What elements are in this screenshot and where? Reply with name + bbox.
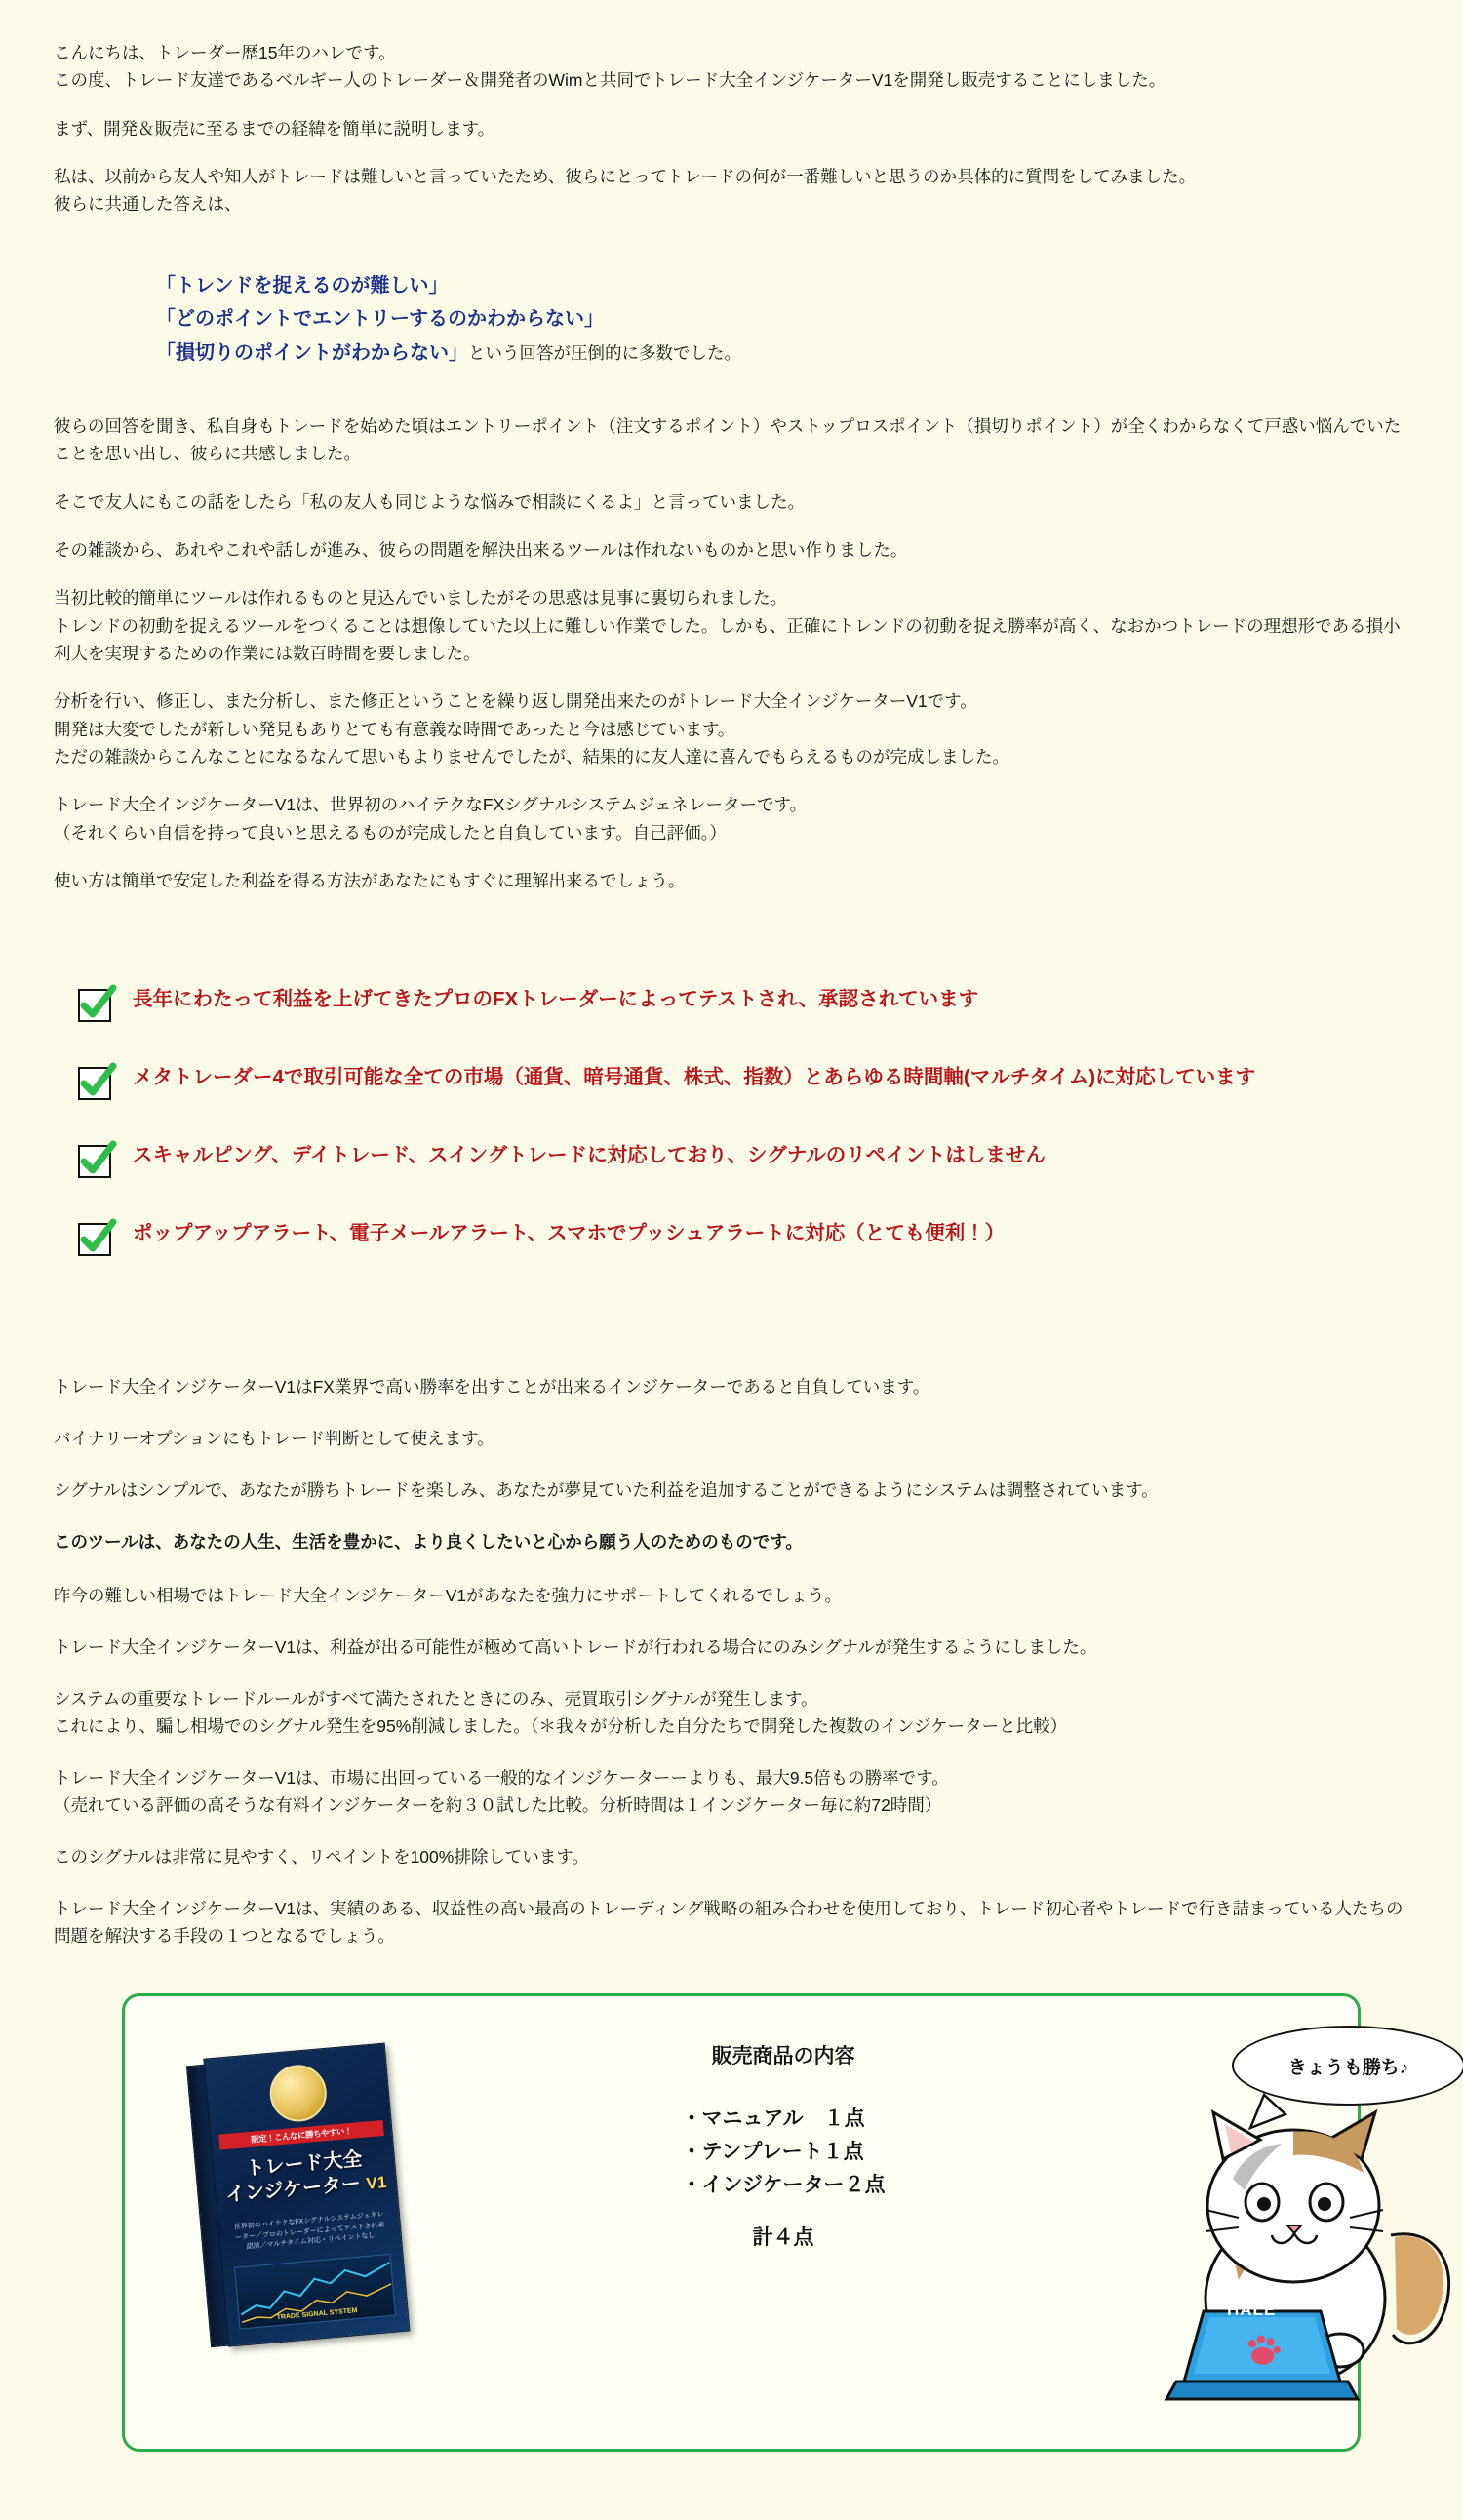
body-highlight: このツールは、あなたの人生、生活を豊かに、より良くしたいと心から願う人のためのものです。 [54, 1532, 803, 1553]
body-paragraph-7: これにより、騙し相場でのシグナル発生を95%削減しました。（＊我々が分析した自分たちで開発した複数のインジケーターと比較） [54, 1716, 1068, 1737]
product-box-chart-graphic [234, 2254, 396, 2330]
product-box-front [203, 2043, 410, 2347]
body-paragraph-5: トレード大全インジケーターV1は、利益が出る可能性が極めて高いトレードが行われる場合にのみシグナルが発生するようにしました。 [54, 1637, 1097, 1658]
story-paragraph-4: 当初比較的簡単にツールは作れるものと見込んでいましたがその思惑は見事に裏切られました。 [54, 588, 788, 609]
product-box-detail: 世界初のハイテクなFXシグナルシステムジェネレーター／プロのトレーダーによってテストされ承認済／マルチタイム対応・リペイントなし [233, 2211, 385, 2252]
laptop-brand-label: HALE [1227, 2301, 1277, 2320]
feature-label: 長年にわたって利益を上げてきたプロのFXトレーダーによってテストされ、承認されています [133, 988, 979, 1011]
story-paragraph-5: トレンドの初動を捉えるツールをつくることは想像していた以上に難しい作業でした。しかも、正確にトレンドの初動を捉え勝率が高く、なおかつトレードの理想形である損小利大を実現するための作業には数百時間を要しました。 [54, 615, 1401, 663]
cat-illustration [1149, 2089, 1463, 2440]
checkmark-icon [78, 1223, 111, 1256]
intro-paragraph-3: まず、開発＆販売に至るまでの経緯を簡単に説明します。 [54, 118, 495, 138]
speech-bubble-text: きょうも勝ち♪ [1287, 2057, 1409, 2078]
quote-line-3 [156, 336, 1409, 370]
quote-tail: という回答が圧倒的に多数でした。 [468, 342, 741, 363]
body-paragraph-10: このシグナルは非常に見やすく、リペイントを100%排除しています。 [54, 1847, 589, 1868]
customer-quotes [54, 269, 1409, 370]
story-paragraph-10: （それくらい自信を持って良いと思えるものが完成したと自負しています。自己評価。） [54, 822, 727, 843]
intro-section [54, 39, 1409, 218]
body-section [54, 1373, 1409, 1949]
product-box-badge: 限定！こんなに勝ちやすい！ [218, 2120, 384, 2150]
body-paragraph-6: システムの重要なトレードルールがすべて満たされたときにのみ、売買取引シグナルが発生します。 [54, 1689, 818, 1710]
story-paragraph-2: そこで友人にもこの話をしたら「私の友人も同じような悩みで相談にくるよ」と言っていました。 [54, 492, 805, 512]
body-paragraph-4: 昨今の難しい相場ではトレード大全インジケーターV1があなたを強力にサポートしてくれるでしょう。 [54, 1586, 842, 1606]
story-paragraph-1: 彼らの回答を聞き、私自身もトレードを始めた頃はエントリーポイント（注文するポイント）やストップロスポイント（損切りポイント）が全くわからなくて戸惑い悩んでいたことを思い出し、彼らに共感しました。 [54, 415, 1402, 464]
story-section [54, 413, 1409, 894]
product-contents-card [122, 1993, 1409, 2452]
body-paragraph-1: トレード大全インジケーターV1はFX業界で高い勝率を出すことが出来るインジケーターであると自負しています。 [54, 1377, 930, 1398]
product-box-title-line2: インジケーター [224, 2173, 362, 2207]
story-paragraph-7: 開発は大変でしたが新しい発見もありとても有意義な時間であったと今は感じています。 [54, 719, 735, 739]
intro-paragraph-2: この度、トレード友達であるベルギー人のトレーダー＆開発者のWimと共同でトレード大全インジケーターV1を開発し販売することにしました。 [54, 70, 1166, 91]
gold-seal-icon [267, 2063, 329, 2124]
product-box-title [213, 2146, 397, 2210]
product-box-chart-label: TRADE SIGNAL SYSTEM [276, 2307, 358, 2322]
body-paragraph-11: トレード大全インジケーターV1は、実績のある、収益性の高い最高のトレーディング戦略の組み合わせを使用しており、トレード初心者やトレードで行き詰まっている人たちの問題を解決する手段の１つとなるでしょう。 [54, 1899, 1404, 1947]
quote-line-2: 「どのポイントでエントリーするのかわからない」 [156, 308, 604, 331]
body-paragraph-2: バイナリーオプションにもトレード判断として使えます。 [54, 1429, 494, 1449]
body-paragraph-9: （売れている評価の高そうな有料インジケーターを約３０試した比較。分析時間は１インジケーター毎に約72時間） [54, 1795, 942, 1816]
intro-paragraph-4: 私は、以前から友人や知人がトレードは難しいと言っていたため、彼らにとってトレードの何が一番難しいと思うのか具体的に質問をしてみました。 [54, 167, 1197, 187]
intro-paragraph-5: 彼らに共通した答えは、 [54, 194, 242, 215]
checkmark-icon [78, 1145, 111, 1178]
body-paragraph-8: トレード大全インジケーターV1は、市場に出回っている一般的なインジケーターーよりも、最大9.5倍もの勝率です。 [54, 1768, 949, 1789]
feature-item-4 [78, 1221, 1409, 1256]
product-box-version: V1 [365, 2173, 388, 2194]
feature-item-3 [78, 1143, 1409, 1178]
story-paragraph-11: 使い方は簡単で安定した利益を得る方法があなたにもすぐに理解出来るでしょう。 [54, 871, 686, 891]
quote-line-3-text: 「損切りのポイントがわからない」 [156, 341, 468, 364]
checkmark-icon [78, 1067, 111, 1100]
product-contents [617, 2040, 949, 2251]
story-paragraph-8: ただの雑談からこんなことになるなんて思いもよりませんでしたが、結果的に友人達に喜んでもらえるものが完成しました。 [54, 746, 1009, 767]
feature-label: ポップアップアラート、電子メールアラート、スマホでプッシュアラートに対応（とても便利！） [133, 1222, 1006, 1245]
product-contents-heading: 販売商品の内容 [711, 2045, 855, 2068]
body-paragraph-3: シグナルはシンプルで、あなたが勝ちトレードを楽しみ、あなたが夢見ていた利益を追加することができるようにシステムは調整されています。 [54, 1480, 1159, 1501]
intro-paragraph-1: こんにちは、トレーダー歴15年のハレです。 [54, 43, 396, 62]
story-paragraph-6: 分析を行い、修正し、また分析し、また修正ということを繰り返し開発出来たのがトレード大全インジケーターV1です。 [54, 691, 977, 712]
product-item-list [681, 2103, 885, 2202]
feature-label: メタトレーダー4で取引可能な全ての市場（通貨、暗号通貨、株式、指数）とあらゆる時間軸(マルチタイム)に対応しています [133, 1066, 1256, 1089]
checkmark-icon [78, 989, 111, 1022]
feature-item-2 [78, 1065, 1409, 1100]
feature-label: スキャルピング、デイトレード、スイングトレードに対応しており、シグナルのリペイントはしません [133, 1144, 1046, 1167]
product-box-image [185, 2041, 429, 2351]
product-box-title-line1: トレード大全 [244, 2148, 364, 2181]
feature-item-1 [78, 987, 1409, 1022]
story-paragraph-9: トレード大全インジケーターV1は、世界初のハイテクなFXシグナルシステムジェネレーターです。 [54, 795, 808, 815]
product-item-total: 計４点 [752, 2226, 814, 2250]
product-item: ・テンプレート１点 [681, 2141, 864, 2164]
story-paragraph-3: その雑談から、あれやこれや話しが進み、彼らの問題を解決出来るツールは作れないものかと思い作りました。 [54, 539, 908, 560]
product-item: ・マニュアル １点 [681, 2107, 865, 2131]
product-item: ・インジケーター２点 [681, 2174, 886, 2197]
quote-line-1: 「トレンドを捉えるのが難しい」 [156, 274, 449, 296]
feature-list [54, 987, 1409, 1256]
